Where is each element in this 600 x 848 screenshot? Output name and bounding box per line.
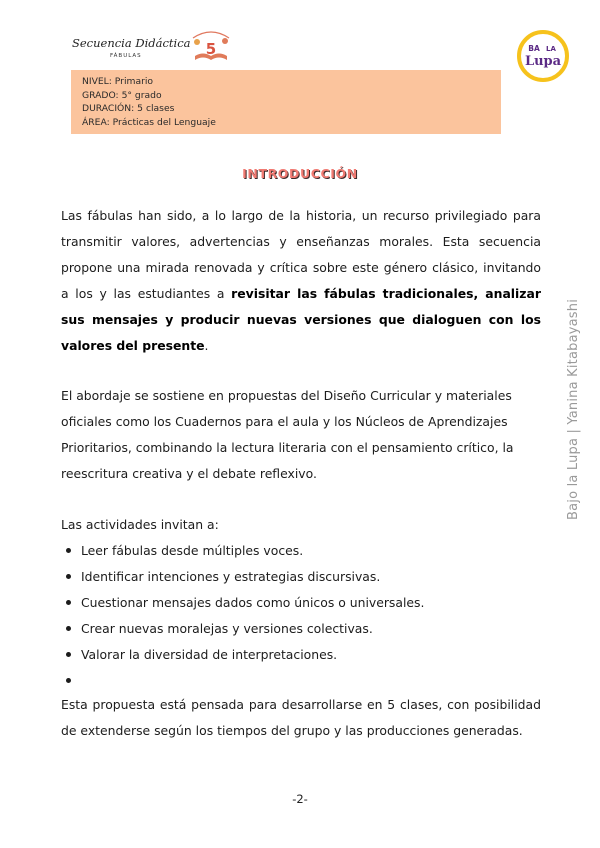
intro-text: Las fábulas han sido, a lo largo de la historia, un recurso privilegiado para transmitir valores, advertencias y enseñanzas morales. Esta secuencia propone una mirada renovada y crítica sobre este género clásico, invitando a los y las estudiantes a: [61, 208, 541, 301]
activities-list: [61, 538, 541, 694]
info-nivel: NIVEL: Primario: [82, 76, 154, 87]
bullet-icon: [66, 678, 71, 683]
brand-subtitle: FÁBULAS: [110, 53, 142, 59]
logo-text-lupa: Lupa: [524, 54, 562, 69]
info-area: ÁREA: Prácticas del Lenguaje: [82, 116, 216, 128]
bajo-la-lupa-logo: [517, 30, 569, 82]
brand-header: [72, 34, 232, 64]
intro-text-end: .: [204, 338, 209, 353]
brand-title: Secuencia Didáctica: [72, 36, 191, 50]
list-item: Crear nuevas moralejas y versiones colectivas.: [61, 616, 541, 642]
intro-bold-text: revisitar las fábulas tradicionales, analizar sus mensajes y producir nuevas versiones que dialoguen con los valores del presente: [61, 286, 541, 353]
info-duracion: DURACIÓN: 5 clases: [82, 103, 175, 115]
list-item: Leer fábulas desde múltiples voces.: [61, 538, 541, 564]
list-item: Cuestionar mensajes dados como únicos o universales.: [61, 590, 541, 616]
logo-text-ba: BA: [528, 44, 540, 53]
bullet-icon: [66, 626, 71, 631]
section-title: INTRODUCCIÓN: [242, 166, 358, 181]
list-item: Valorar la diversidad de interpretaciones.: [61, 642, 541, 668]
list-item: Identificar intenciones y estrategias discursivas.: [61, 564, 541, 590]
list-item: [61, 668, 541, 694]
bullet-icon: [66, 600, 71, 605]
bullet-icon: [66, 548, 71, 553]
book-badge-icon: [187, 28, 235, 64]
closing-paragraph: Esta propuesta está pensada para desarrollarse en 5 clases, con posibilidad de extenderse según los tiempos del grupo y las producciones generadas.: [61, 697, 541, 738]
logo-text-la: LA: [546, 45, 556, 53]
badge-number: 5: [205, 40, 217, 58]
activities-intro: Las actividades invitan a:: [61, 517, 219, 532]
bullet-icon: [66, 574, 71, 579]
approach-paragraph: El abordaje se sostiene en propuestas del Diseño Curricular y materiales oficiales como los Cuadernos para el aula y los Núcleos de Aprendizajes Prioritarios, combinando la lectura literaria con el pensamiento crítico, la reescritura creativa y el debate reflexivo.: [61, 388, 514, 481]
info-grado: GRADO: 5° grado: [82, 89, 162, 101]
info-box: [71, 70, 501, 134]
intro-paragraph: [61, 203, 541, 359]
bullet-icon: [66, 652, 71, 657]
page-number: -2-: [292, 792, 308, 806]
side-watermark-text: Bajo la Lupa | Yanina Kitabayashi: [566, 298, 581, 520]
